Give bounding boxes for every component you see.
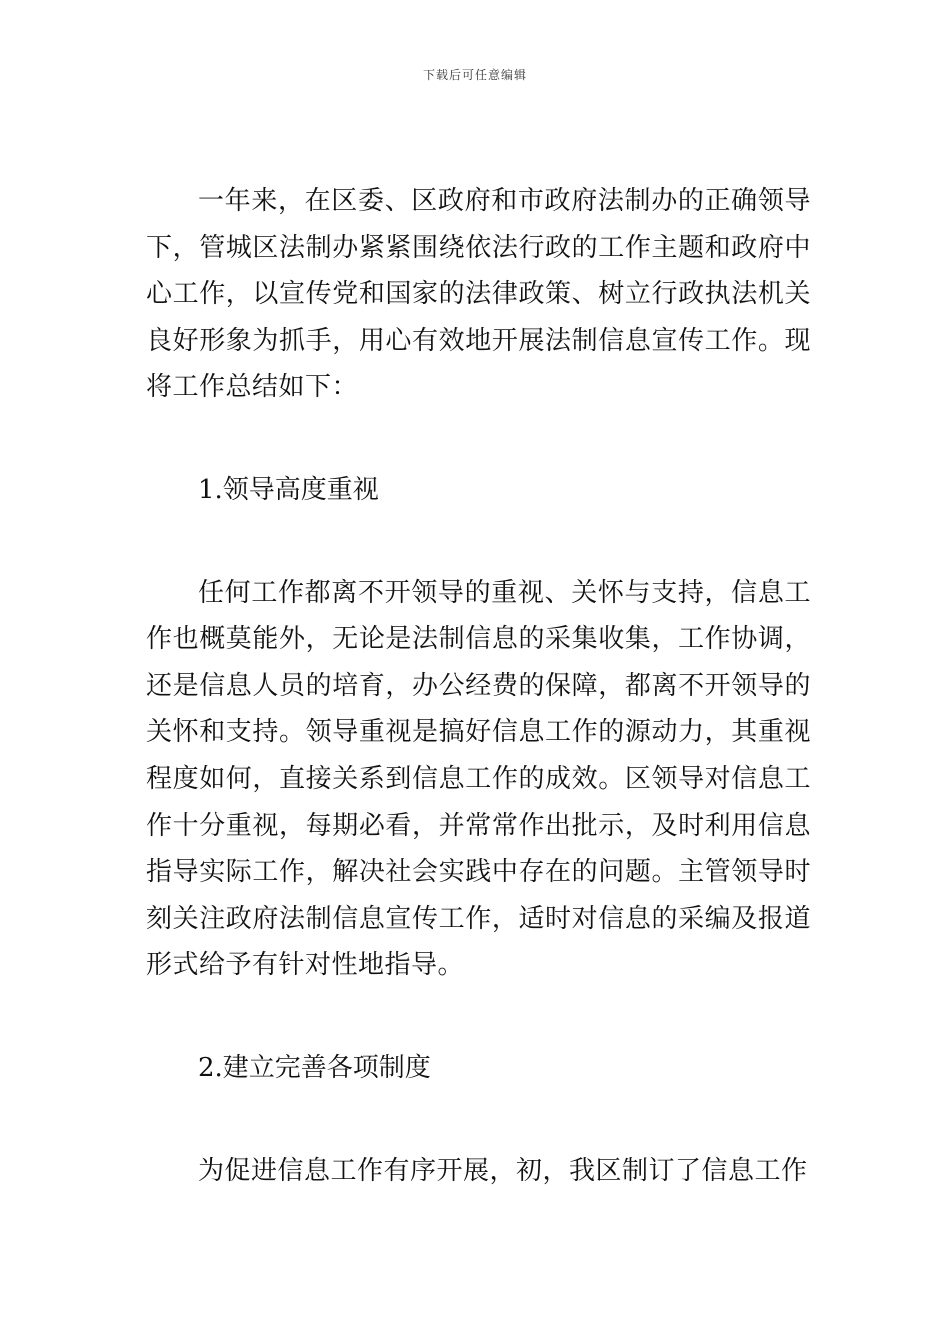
section-heading-2: 2.建立完善各项制度: [198, 1052, 431, 1083]
intro-paragraph: 一年来，在区委、区政府和市政府法制办的正确领导下，管城区法制办紧紧围绕依法行政的工作主题和政府中心工作，以宣传党和国家的法律政策、树立行政执法机关良好形象为抓手，用心有效地开展法制信息宣传工作。现将工作总结如下：: [146, 186, 811, 403]
section-1-paragraph: 任何工作都离不开领导的重视、关怀与支持，信息工作也概莫能外，无论是法制信息的采集收集，工作协调，还是信息人员的培育，办公经费的保障，都离不开领导的关怀和支持。领导重视是搞好信息工作的源动力，其重视程度如何，直接关系到信息工作的成效。区领导对信息工作十分重视，每期必看，并常常作出批示，及时利用信息指导实际工作，解决社会实践中存在的问题。主管领导时刻关注政府法制信息宣传工作，适时对信息的采编及报道形式给予有针对性地指导。: [146, 577, 811, 981]
section-2-paragraph: 为促进信息工作有序开展，初，我区制订了信息工作: [198, 1155, 808, 1186]
page-header: 下载后可任意编辑: [422, 68, 527, 82]
section-heading-1: 1.领导高度重视: [198, 474, 379, 505]
document-body: [146, 178, 811, 1194]
